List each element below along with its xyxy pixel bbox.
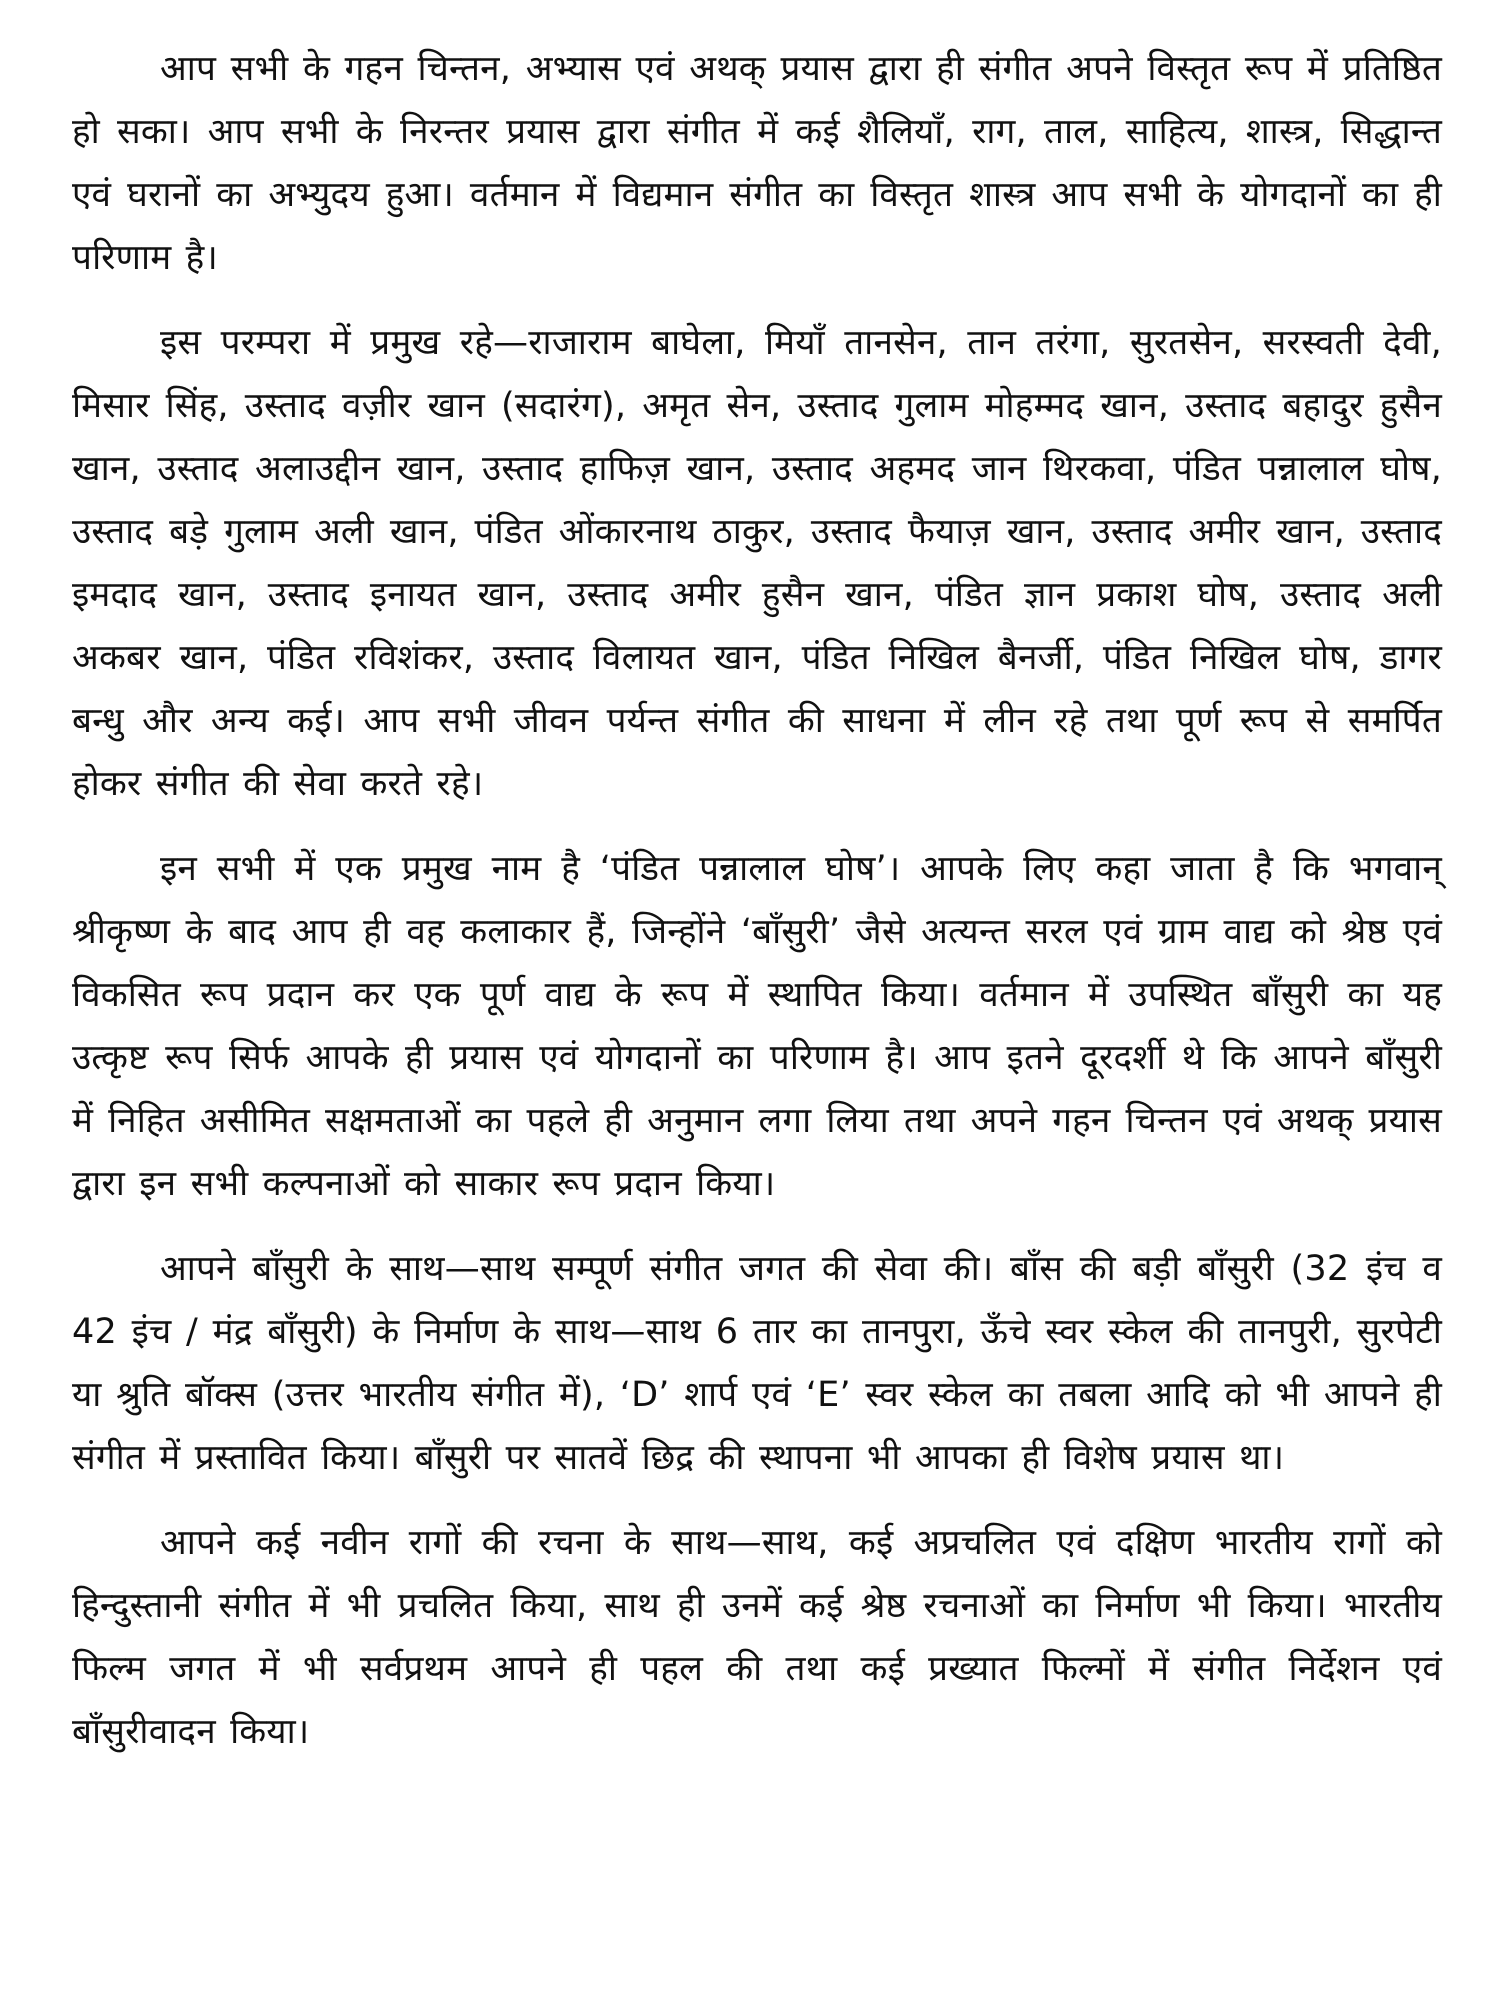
paragraph-parampara-kalakar: इस परम्परा में प्रमुख रहे—राजाराम बाघेला, मियाँ तानसेन, तान तरंगा, सुरतसेन, सरस्वती देवी, मिसार सिंह, उस्ताद वज़ीर खान (सदारंग), अमृत सेन, उस्ताद गुलाम मोहम्मद खान, उस्ताद बहादुर हुसैन खान, उस्ताद अलाउद्दीन खान, उस्ताद हाफिज़ खान, उस्ताद अहमद जान थिरकवा, पंडित पन्नालाल घोष, उस्ताद बड़े गुलाम अली खान, पंडित ओंकारनाथ ठाकुर, उस्ताद फैयाज़ खान, उस्ताद अमीर खान, उस्ताद इमदाद खान, उस्ताद इनायत खान, उस्ताद अमीर हुसैन खान, पंडित ज्ञान प्रकाश घोष, उस्ताद अली अकबर खान, पंडित रविशंकर, उस्ताद विलायत खान, पंडित निखिल बैनर्जी, पंडित निखिल घोष, डागर बन्धु और अन्य कई। आप सभी जीवन पर्यन्त संगीत की साधना में लीन रहे तथा पूर्ण रूप से समर्पित होकर संगीत की सेवा करते रहे। <box>72 323 1442 804</box>
paragraph-vadya-yogdan: आपने बाँसुरी के साथ—साथ सम्पूर्ण संगीत जगत की सेवा की। बाँस की बड़ी बाँसुरी (32 इंच व 42 इंच / मंद्र बाँसुरी) के निर्माण के साथ—साथ 6 तार का तानपुरा, ऊँचे स्वर स्केल की तानपुरी, सुरपेटी या श्रुति बॉक्स (उत्तर भारतीय संगीत में), ‘D’ शार्प एवं ‘E’ स्वर स्केल का तबला आदि को भी आपने ही संगीत में प्रस्तावित किया। बाँसुरी पर सातवें छिद्र की स्थापना भी आपका ही विशेष प्रयास था। <box>72 1249 1442 1478</box>
paragraph-sangeet-vistar: आप सभी के गहन चिन्तन, अभ्यास एवं अथक् प्रयास द्वारा ही संगीत अपने विस्तृत रूप में प्रतिष्ठित हो सका। आप सभी के निरन्तर प्रयास द्वारा संगीत में कई शैलियाँ, राग, ताल, साहित्य, शास्त्र, सिद्धान्त एवं घरानों का अभ्युदय हुआ। वर्तमान में विद्यमान संगीत का विस्तृत शास्त्र आप सभी के योगदानों का ही परिणाम है। <box>72 49 1442 278</box>
paragraph-pannalal-ghosh: इन सभी में एक प्रमुख नाम है ‘पंडित पन्नालाल घोष’। आपके लिए कहा जाता है कि भगवान् श्रीकृष्ण के बाद आप ही वह कलाकार हैं, जिन्होंने ‘बाँसुरी’ जैसे अत्यन्त सरल एवं ग्राम वाद्य को श्रेष्ठ एवं विकसित रूप प्रदान कर एक पूर्ण वाद्य के रूप में स्थापित किया। वर्तमान में उपस्थित बाँसुरी का यह उत्कृष्ट रूप सिर्फ आपके ही प्रयास एवं योगदानों का परिणाम है। आप इतने दूरदर्शी थे कि आपने बाँसुरी में निहित असीमित सक्षमताओं का पहले ही अनुमान लगा लिया तथा अपने गहन चिन्तन एवं अथक् प्रयास द्वारा इन सभी कल्पनाओं को साकार रूप प्रदान किया। <box>72 849 1442 1204</box>
paragraph-raag-film: आपने कई नवीन रागों की रचना के साथ—साथ, कई अप्रचलित एवं दक्षिण भारतीय रागों को हिन्दुस्तानी संगीत में भी प्रचलित किया, साथ ही उनमें कई श्रेष्ठ रचनाओं का निर्माण भी किया। भारतीय फिल्म जगत में भी सर्वप्रथम आपने ही पहल की तथा कई प्रख्यात फिल्मों में संगीत निर्देशन एवं बाँसुरीवादन किया। <box>72 1523 1442 1752</box>
